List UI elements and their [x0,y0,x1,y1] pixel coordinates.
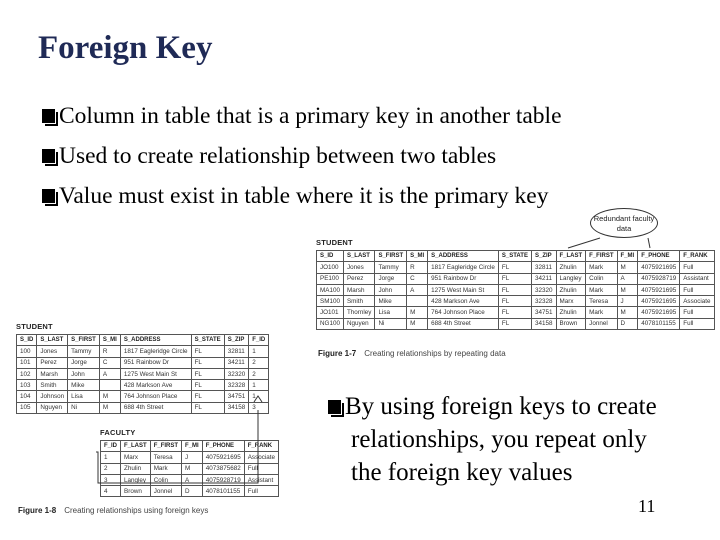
table-cell: Zhulin [121,463,151,474]
table-cell: M [182,463,203,474]
table-cell: Nguyen [37,402,68,413]
table-cell: 428 Markson Ave [428,296,499,307]
table-cell: Associate [680,296,714,307]
column-header: S_STATE [498,251,531,262]
table-name: STUDENT [316,238,353,247]
table-cell: 764 Johnson Place [120,391,191,402]
table-cell: 3 [101,474,121,485]
table-cell: M [617,262,638,273]
table-cell: C [407,273,428,284]
table-cell: 951 Rainbow Dr [120,357,191,368]
table-cell: A [407,284,428,295]
redundant-arrow [568,238,600,248]
table-cell: NG100 [317,318,344,329]
table-cell: 101 [17,357,37,368]
table-cell: J [617,296,638,307]
column-header: F_RANK [680,251,714,262]
table-cell: 2 [249,357,269,368]
table-cell: MA100 [317,284,344,295]
table-cell: Zhulin [556,262,586,273]
table-cell: Marsh [37,368,68,379]
table-cell: 4 [101,486,121,497]
table-cell: FL [191,346,224,357]
square-bullet-icon [328,400,341,414]
table-cell: 1 [249,346,269,357]
table-cell: D [182,486,203,497]
table-cell: J [182,452,203,463]
caption-label: Figure 1-8 [18,506,57,515]
column-header: S_FIRST [68,335,100,346]
table-cell: FL [191,402,224,413]
table-cell: 3 [249,402,269,413]
page-number: 11 [638,496,656,516]
table-cell: 4075921695 [202,452,244,463]
column-header: S_ZIP [531,251,556,262]
table-cell: Colin [150,474,181,485]
table-cell: FL [498,262,531,273]
table-cell: Lisa [375,307,407,318]
slide-title: Foreign Key [38,30,213,66]
table-cell: M [617,307,638,318]
bullet-item-foreign-keys [328,390,657,489]
table-cell: SM100 [317,296,344,307]
table-cell: 1817 Eagleridge Circle [120,346,191,357]
bullet-text: Used to create relationship between two tables [59,143,497,169]
table-cell: JO101 [317,307,344,318]
table-cell: Jonnel [150,486,181,497]
bullet-text: the foreign key values [351,459,573,486]
column-header: F_RANK [244,441,278,452]
table-cell: Full [680,307,714,318]
column-header: F_FIRST [150,441,181,452]
table-cell: Mark [586,284,617,295]
table-cell: 1 [101,452,121,463]
table-cell: Full [680,262,714,273]
table-cell: 688 4th Street [428,318,499,329]
table-name: FACULTY [100,428,136,437]
table-cell: Langley [121,474,151,485]
column-header: S_ADDRESS [120,335,191,346]
table-cell: Brown [556,318,586,329]
table-cell: FL [498,296,531,307]
table-cell: 104 [17,391,37,402]
table-cell: John [68,368,100,379]
table-cell: Nguyen [343,318,375,329]
table-cell: FL [191,391,224,402]
table-cell: 4075921695 [638,284,680,295]
table-cell: 32320 [531,284,556,295]
table-cell: A [617,273,638,284]
table-cell: Tammy [375,262,407,273]
table-cell: Jones [343,262,375,273]
table-cell: Mark [586,307,617,318]
table-cell: Teresa [586,296,617,307]
table-cell: Marx [121,452,151,463]
table-cell: 34211 [224,357,249,368]
table-cell: 32811 [224,346,249,357]
table-cell: Ni [68,402,100,413]
column-header: S_ZIP [224,335,249,346]
table-cell: 34751 [531,307,556,318]
table-cell: 34158 [224,402,249,413]
arrow-head-icon [254,396,262,402]
table-cell: 1275 West Main St [428,284,499,295]
table-cell: Full [244,463,278,474]
table-cell: Mark [150,463,181,474]
table-cell: Assistant [680,273,714,284]
table-cell: Full [244,486,278,497]
bullet-text: Value must exist in table where it is the primary key [59,183,549,209]
table-cell: Smith [343,296,375,307]
table-cell: 1 [249,391,269,402]
table-cell: FL [191,368,224,379]
bullet-text: By using foreign keys to create [345,393,657,420]
table-cell: FL [191,357,224,368]
table-cell: M [99,402,120,413]
table-cell: Zhulin [556,307,586,318]
table-cell: 34211 [531,273,556,284]
table-cell: Perez [343,273,375,284]
column-header: F_LAST [556,251,586,262]
table-cell: 4075921695 [638,262,680,273]
table-cell: 32320 [224,368,249,379]
table-cell: 34158 [531,318,556,329]
table-cell: M [617,284,638,295]
table-cell: Full [680,284,714,295]
table-cell: 103 [17,380,37,391]
table-cell: 4078101155 [638,318,680,329]
table-cell: 4075921695 [638,296,680,307]
table-cell: 4073875682 [202,463,244,474]
table-cell: D [617,318,638,329]
table-cell: Smith [37,380,68,391]
table-cell: Johnson [37,391,68,402]
table-cell: 4078101155 [202,486,244,497]
column-header: F_ID [101,441,121,452]
caption-label: Figure 1-7 [318,349,357,358]
foreign-key-arrow [96,410,258,483]
column-header: F_PHONE [638,251,680,262]
bullet-text: Column in table that is a primary key in another table [59,103,562,129]
column-header: S_STATE [191,335,224,346]
table-name: STUDENT [16,322,53,331]
column-header: F_ID [249,335,269,346]
table-cell: PE100 [317,273,344,284]
column-header: F_MI [617,251,638,262]
table-cell: 32328 [224,380,249,391]
table-cell: Lisa [68,391,100,402]
column-header: S_ID [317,251,344,262]
caption-text: Creating relationships using foreign keys [64,506,209,515]
table-cell: 4075928719 [202,474,244,485]
table-cell: 105 [17,402,37,413]
table-cell: Mark [586,262,617,273]
redundant-arrow [648,238,650,248]
table-cell: Jorge [68,357,100,368]
column-header: S_MI [407,251,428,262]
table-cell: FL [498,318,531,329]
table-cell: R [407,262,428,273]
table-cell: Ni [375,318,407,329]
column-header: S_MI [99,335,120,346]
column-header: S_LAST [343,251,375,262]
table-cell: 428 Markson Ave [120,380,191,391]
table-cell: Teresa [150,452,181,463]
table-cell: Tammy [68,346,100,357]
table-cell: Marsh [343,284,375,295]
table-cell: Marx [556,296,586,307]
table-cell: Colin [586,273,617,284]
table-cell: JO100 [317,262,344,273]
table-cell: 4075921695 [638,307,680,318]
table-cell: Jones [37,346,68,357]
table-cell: FL [498,284,531,295]
table-cell: R [99,346,120,357]
table-cell: 951 Rainbow Dr [428,273,499,284]
table-cell: 32811 [531,262,556,273]
bullet-text: relationships, you repeat only [351,426,647,453]
table-cell: Brown [121,486,151,497]
column-header: F_LAST [121,441,151,452]
table-cell: M [407,318,428,329]
table-cell: A [99,368,120,379]
table-cell: C [99,357,120,368]
table-cell: Perez [37,357,68,368]
table-cell: 32328 [531,296,556,307]
column-header: F_MI [182,441,203,452]
table-cell: Associate [244,452,278,463]
table-cell: 100 [17,346,37,357]
column-header: S_LAST [37,335,68,346]
table-cell: Mike [375,296,407,307]
table-cell: Langley [556,273,586,284]
caption-text: Creating relationships by repeating data [364,349,506,358]
table-cell: 688 4th Street [120,402,191,413]
table-cell: Mike [68,380,100,391]
column-header: S_ID [17,335,37,346]
table-cell: Jorge [375,273,407,284]
table-cell: FL [498,307,531,318]
column-header: F_PHONE [202,441,244,452]
table-cell: John [375,284,407,295]
column-header: S_FIRST [375,251,407,262]
table-cell: 4075928719 [638,273,680,284]
table-cell: 34751 [224,391,249,402]
table-cell: M [99,391,120,402]
redundant-data-note: Redundant faculty data [590,208,658,238]
table-cell: Full [680,318,714,329]
table-cell: 2 [101,463,121,474]
column-header: F_FIRST [586,251,617,262]
table-cell: Zhulin [556,284,586,295]
table-cell: 1275 West Main St [120,368,191,379]
column-header: S_ADDRESS [428,251,499,262]
table-cell: Jonnel [586,318,617,329]
table-cell: 764 Johnson Place [428,307,499,318]
table-cell: A [182,474,203,485]
table-cell: FL [498,273,531,284]
table-cell: FL [191,380,224,391]
table-cell: 102 [17,368,37,379]
table-cell: Thornley [343,307,375,318]
table-cell: 2 [249,368,269,379]
table-cell: 1 [249,380,269,391]
table-cell: M [407,307,428,318]
table-cell: 1817 Eagleridge Circle [428,262,499,273]
table-cell: Assistant [244,474,278,485]
